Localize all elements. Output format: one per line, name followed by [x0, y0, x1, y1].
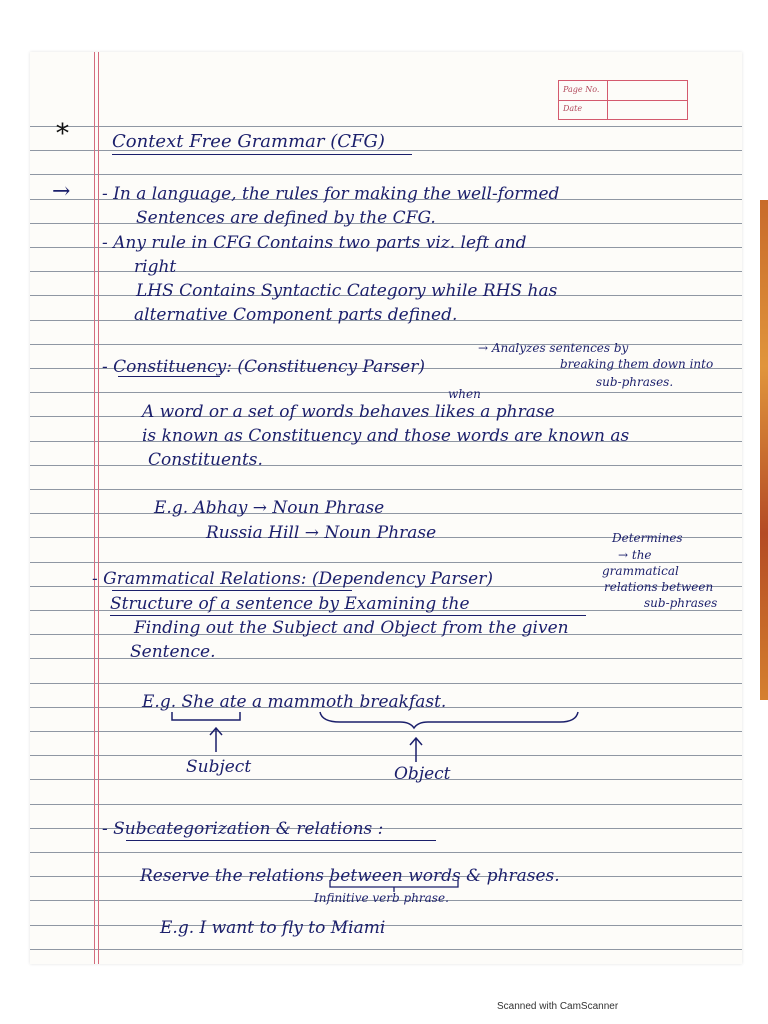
line-2: Sentences are defined by the CFG. [136, 208, 436, 228]
grammatical-note-c: grammatical [602, 564, 679, 578]
line-1: - In a language, the rules for making the well-formed [102, 184, 560, 204]
star-mark: * [56, 119, 69, 149]
example-2: Russia Hill → Noun Phrase [206, 523, 437, 543]
subcategorization-label: - Subcategorization & relations : [102, 819, 384, 839]
line-5: LHS Contains Syntactic Category while RHS has [136, 281, 558, 301]
subcategorization-note: Infinitive verb phrase. [314, 891, 449, 905]
heading: Context Free Grammar (CFG) [112, 131, 385, 152]
constituency-note-c: sub-phrases. [596, 375, 674, 389]
arrow-mark: → [52, 179, 71, 204]
object-label: Object [394, 764, 451, 784]
constituency-when: when [448, 387, 481, 401]
subcategorization-line-1: Reserve the relations between words & phrases. [140, 866, 560, 886]
page-no-label: Page No. [563, 85, 600, 94]
constituency-line-3: Constituents. [148, 450, 263, 470]
subject-label: Subject [186, 757, 252, 777]
constituency-line-1: A word or a set of words behaves likes a phrase [142, 402, 555, 422]
grammatical-line-1: Structure of a sentence by Examining the [110, 594, 470, 614]
grammatical-note-a: Determines [612, 531, 683, 545]
page-edge-strip [760, 200, 768, 700]
subcategorization-example: E.g. I want to fly to Miami [160, 918, 386, 938]
constituency-note-b: breaking them down into [560, 357, 714, 371]
line-4: right [134, 257, 177, 277]
grammatical-note-b: → the [618, 548, 652, 562]
line-6: alternative Component parts defined. [134, 305, 458, 325]
notebook-paper [30, 52, 742, 964]
scanner-watermark: Scanned with CamScanner [497, 1001, 619, 1012]
grammatical-label: - Grammatical Relations: (Dependency Parser) [92, 569, 493, 589]
example-1: E.g. Abhay → Noun Phrase [154, 498, 385, 518]
date-label: Date [563, 104, 583, 113]
constituency-line-2: is known as Constituency and those words are known as [142, 426, 630, 446]
line-3: - Any rule in CFG Contains two parts viz. left and [102, 233, 527, 253]
constituency-note-a: → Analyzes sentences by [478, 341, 629, 355]
grammatical-note-e: sub-phrases [644, 596, 718, 610]
grammatical-note-d: relations between [604, 580, 714, 594]
constituency-label: - Constituency: (Constituency Parser) [102, 357, 425, 377]
example-sentence: E.g. She ate a mammoth breakfast. [142, 692, 447, 712]
subcategorization-underline [126, 840, 436, 841]
grammatical-line-3: Sentence. [130, 642, 216, 662]
grammatical-line-2: Finding out the Subject and Object from the given [134, 618, 569, 638]
